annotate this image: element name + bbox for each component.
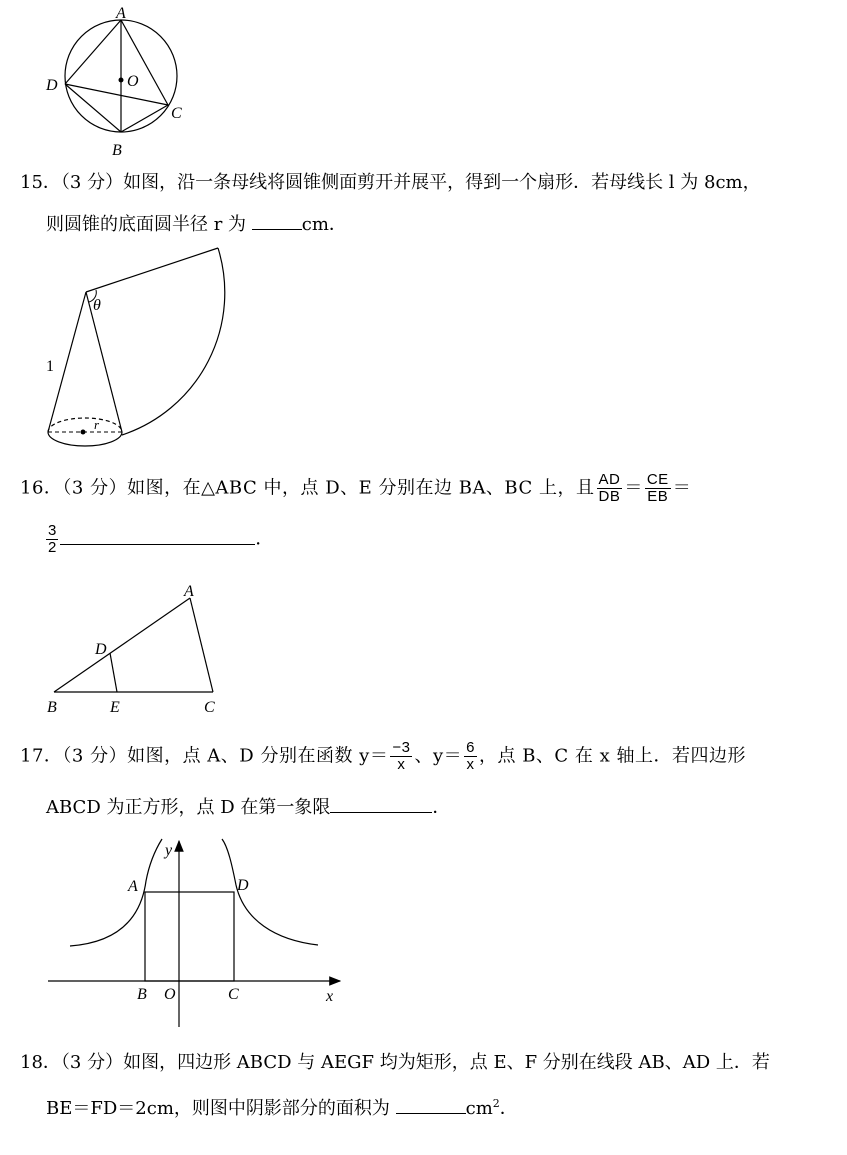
side-bc bbox=[121, 105, 168, 132]
label-o: O bbox=[164, 986, 176, 1003]
frac-num: −3 bbox=[392, 739, 411, 756]
q16-fraction-ad-db bbox=[597, 472, 623, 505]
frac-num: 3 bbox=[48, 522, 57, 539]
q15-line2-unit: cm． bbox=[301, 214, 347, 235]
frac-den: x bbox=[466, 756, 475, 773]
side-ac bbox=[190, 598, 213, 692]
cone-base-back bbox=[48, 418, 122, 432]
q17-line2 bbox=[46, 794, 450, 820]
frac-den: x bbox=[397, 756, 406, 773]
equals-sign: ＝ bbox=[672, 477, 692, 499]
side-ad bbox=[65, 20, 121, 84]
q18-line2-end: ． bbox=[499, 1098, 518, 1119]
q17-fraction-neg3-x bbox=[390, 740, 412, 773]
side-ac bbox=[121, 20, 168, 105]
q15-line1: 15．（3 分）如图，沿一条母线将圆锥侧面剪开并展平，得到一个扇形．若母线长 l 为 8cm， bbox=[20, 172, 761, 193]
q17-line1 bbox=[20, 740, 746, 773]
frac-den: EB bbox=[647, 488, 669, 505]
equals-sign: ＝ bbox=[624, 477, 643, 499]
frac-num: 6 bbox=[466, 739, 475, 756]
label-l: 1 bbox=[46, 358, 54, 375]
q17-line2-end: ． bbox=[432, 797, 451, 818]
center-dot bbox=[119, 78, 124, 83]
q15-line2-text: 则圆锥的底面圆半径 r 为 bbox=[46, 214, 252, 235]
cone-figure bbox=[30, 240, 250, 455]
q17-mid-text: 、y＝ bbox=[414, 745, 463, 767]
q18-line2-text: BE＝FD＝2cm，则图中阴影部分的面积为 bbox=[46, 1098, 396, 1119]
label-a: A bbox=[116, 5, 126, 22]
label-c: C bbox=[228, 986, 239, 1003]
q16-fraction-3-2 bbox=[46, 523, 58, 556]
label-c: C bbox=[204, 699, 215, 716]
label-e: E bbox=[110, 699, 120, 716]
label-a: A bbox=[128, 878, 138, 895]
square-abcd bbox=[145, 892, 234, 981]
q15-line2 bbox=[46, 211, 347, 237]
chord-dc bbox=[65, 84, 168, 105]
q17-answer-blank[interactable] bbox=[330, 794, 432, 813]
q16-fraction-ce-eb bbox=[645, 472, 671, 505]
segment-de bbox=[110, 653, 117, 692]
label-theta: θ bbox=[93, 297, 101, 314]
label-r: r bbox=[94, 417, 100, 432]
label-b: B bbox=[112, 142, 122, 159]
square-hyperbola-figure bbox=[40, 835, 350, 1030]
label-a: A bbox=[184, 583, 194, 600]
label-b: B bbox=[47, 699, 57, 716]
frac-den: 2 bbox=[48, 539, 57, 556]
q17-line1-text: 17．（3 分）如图，点 A、D 分别在函数 y＝ bbox=[20, 745, 389, 767]
base-center-dot bbox=[81, 430, 86, 435]
q17-line1-end: ，点 B、C 在 x 轴上．若四边形 bbox=[478, 745, 747, 767]
q16-line1-text: 16．（3 分）如图，在△ABC 中，点 D、E 分别在边 BA、BC 上，且 bbox=[20, 477, 595, 499]
frac-num: CE bbox=[646, 471, 669, 488]
frac-den: DB bbox=[598, 488, 621, 505]
q18-line1: 18．（3 分）如图，四边形 ABCD 与 AEGF 均为矩形，点 E、F 分别在线段 AB、AD 上．若 bbox=[20, 1052, 770, 1073]
q18-unit: cm bbox=[465, 1098, 493, 1119]
label-b: B bbox=[137, 986, 147, 1003]
circle-figure bbox=[40, 0, 190, 160]
q17-line2-text: ABCD 为正方形，点 D 在第一象限 bbox=[46, 797, 331, 818]
sector-arc bbox=[122, 248, 225, 435]
label-y: y bbox=[165, 842, 173, 859]
q17-fraction-6-x bbox=[464, 740, 477, 773]
q16-answer-blank[interactable] bbox=[60, 526, 255, 545]
q18-unit-exponent: 2 bbox=[492, 1097, 500, 1110]
sector-radius bbox=[86, 248, 218, 292]
q16-line2-end: ． bbox=[255, 528, 274, 550]
q16-line1 bbox=[20, 472, 691, 505]
label-c: C bbox=[171, 105, 182, 122]
label-d: D bbox=[95, 641, 107, 658]
q15-answer-blank[interactable] bbox=[252, 211, 302, 230]
cone-slant-right bbox=[86, 292, 122, 432]
triangle-figure bbox=[40, 580, 230, 720]
label-x: x bbox=[326, 988, 334, 1005]
q18-line2 bbox=[46, 1092, 518, 1121]
q16-line2 bbox=[44, 523, 273, 556]
frac-num: AD bbox=[598, 471, 621, 488]
q18-answer-blank[interactable] bbox=[396, 1095, 466, 1114]
label-o: O bbox=[127, 73, 139, 90]
side-ba bbox=[54, 598, 190, 692]
label-d: D bbox=[237, 877, 249, 894]
cone-base-front bbox=[48, 432, 122, 446]
label-d: D bbox=[46, 77, 58, 94]
